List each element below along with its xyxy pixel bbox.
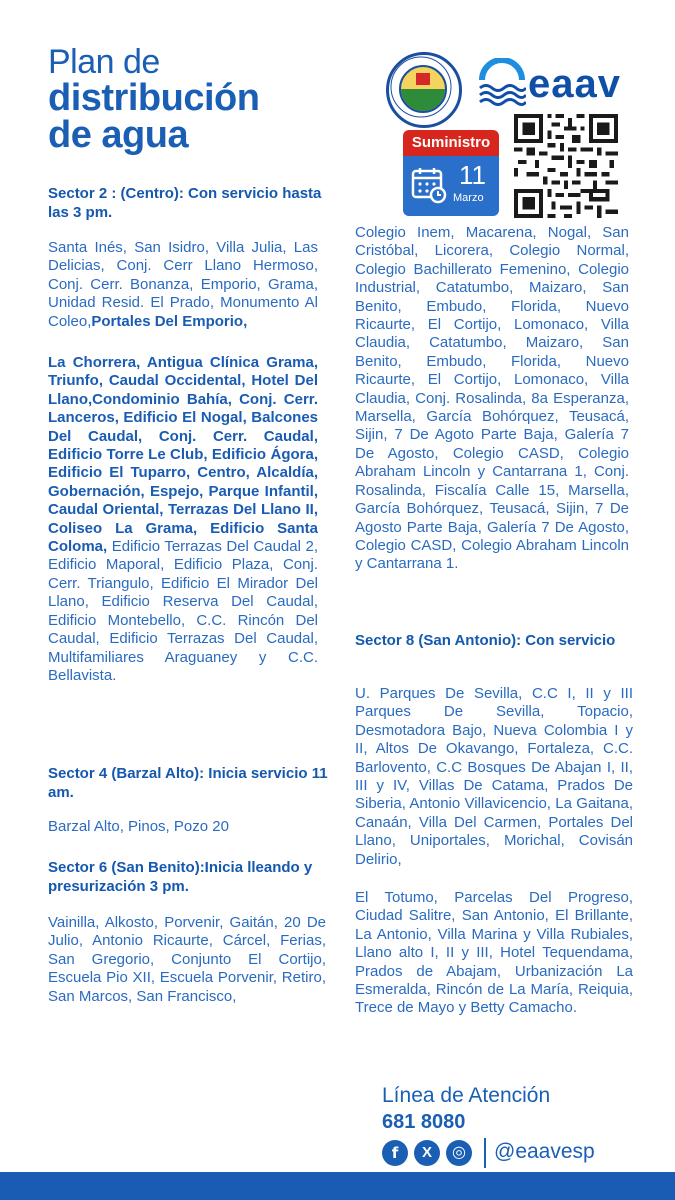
calendar-clock-icon: [411, 166, 447, 204]
badge-label: Suministro: [403, 130, 499, 156]
seal-shield-icon: [399, 65, 447, 113]
sector-8-list-part-2: El Totumo, Parcelas Del Progreso, Ciudad Salitre, San Antonio, El Brillante, La Antonio, Villa Marina y Villa Rubiales, Llano alto I, II y III, Hotel Tequendama, Prados de Abajam, Urbanización La Esmeralda, Rincón de La María, Reiquia, Trece de Mayo y Betty Camacho.: [355, 889, 633, 1017]
sector-2-text: Santa Inés, San Isidro, Villa Julia, Las Delicias, Conj. Cerr Llano Hermoso, Conj. Cerr. Bonanza, Emporio, Grama, Unidad Resid. El Prado, Monumento Al Coleo,: [48, 239, 318, 330]
sector-8-heading: Sector 8 (San Antonio): Con servicio: [355, 632, 616, 649]
social-divider: [484, 1138, 486, 1168]
sector-2-list-part-1: [48, 239, 318, 331]
title-line-3: de agua: [48, 114, 189, 156]
eaav-wordmark: eaav: [528, 62, 621, 106]
sector-6-heading: Sector 6 (San Benito):Inicia lleando y presurización 3 pm.: [48, 859, 313, 895]
title-line-1: Plan de: [48, 43, 160, 81]
contact-phone-number[interactable]: 681 8080: [382, 1111, 466, 1133]
eaav-logo: [478, 58, 648, 110]
water-waves-icon: [478, 58, 526, 106]
sector-4-heading: Sector 4 (Barzal Alto): Inicia servicio 11 am.: [48, 765, 328, 801]
footer-bar: [0, 1172, 675, 1200]
facebook-icon[interactable]: f: [382, 1140, 408, 1166]
x-twitter-icon[interactable]: X: [414, 1140, 440, 1166]
sector-6-list: Vainilla, Alkosto, Porvenir, Gaitán, 20 De Julio, Antonio Ricaurte, Cárcel, Ferias, San Gregorio, Conjunto El Cortijo, Escuela Pio XII, Escuela Porvenir, Retiro, San Marcos, San Francisco,: [48, 914, 326, 1005]
sector-2-list-part-2: [48, 354, 318, 685]
supply-date-badge: [403, 130, 499, 216]
sector-2-heading: Sector 2 : (Centro): Con servicio hasta las 3 pm.: [48, 185, 322, 221]
contact-line-label: Línea de Atención: [382, 1084, 551, 1107]
sector-2-bold-list: La Chorrera, Antigua Clínica Grama, Triunfo, Caudal Occidental, Hotel Del Llano,Condominio Bahía, Conj. Cerr. Lanceros, Edificio El Nogal, Balcones Del Caudal, Conj. Cerr. Caudal, Edificio Torre Le Club, Edificio Ágora, Edificio El Tuparro, Centro, Alcaldía, Gobernación, Espejo, Parque Infantil, Caudal Oriental, Terrazas Del Llano II, Coliseo La Grama, Edificio Santa Coloma,: [48, 354, 318, 556]
instagram-icon[interactable]: ◎: [446, 1140, 472, 1166]
sector-2-bold-text: Portales Del Emporio,: [91, 312, 248, 330]
badge-month: Marzo: [453, 192, 484, 204]
badge-day: 11: [459, 160, 486, 190]
title-line-2: distribución: [48, 77, 260, 119]
alcaldia-seal-logo: [386, 52, 462, 128]
social-handle[interactable]: @eaavesp: [494, 1140, 595, 1163]
sector-6-list-continued: Colegio Inem, Macarena, Nogal, San Cristóbal, Licorera, Colegio Normal, Colegio Bachillerato Femenino, Colegio Industrial, Catatumbo, Maizaro, San Benito, Embudo, Florida, Nuevo Ricaurte, El Cortijo, Lomonaco, Villa Claudia, Catatumbo, Maizaro, San Benito, Embudo, Florida, Nuevo Ricaurte, El Cortijo, Lomonaco, Villa Claudia, Conj. Rosalinda, 8a Esperanza, Marsella, García Bohórquez, Teusacá, Sijin, 7 De Agoto Parte Baja, Galería 7 De Agosto, Colegio CASD, Colegio Abraham Lincoln y Cantarrana 1, Conj. Rosalinda, Fiscalía Calle 15, Marsella, García Bohórquez, Teusacá, Sijin, 7 De Agosto Parte Baja, Galería 7 De Agosto, Colegio CASD, Colegio Abraham Lincoln y Cantarrana 1.: [355, 224, 629, 573]
sector-4-list: Barzal Alto, Pinos, Pozo 20: [48, 818, 229, 835]
qr-code[interactable]: [514, 114, 618, 218]
sector-8-list-part-1: U. Parques De Sevilla, C.C I, II y III Parques De Sevilla, Topacio, Desmotadora Bajo, Nueva Colombia I y II, Altos De Okavango, Fortaleza, C.C. Barlovento, C.C Bosques De Abajan I, II, III y IV, Villas De Catama, Prados De Siberia, Antonio Villavicencio, La Gaitana, Canaán, Villa Del Carmen, Portales Del Llano, Uniportales, Morichal, Covisán Delirio,: [355, 685, 633, 868]
sector-2-regular-list: Edificio Terrazas Del Caudal 2, Edificio Maporal, Edificio Plaza, Conj. Cerr. Triangulo, Edificio El Mirador Del Llano, Edificio Reserva Del Caudal, Edificio Montebello, C.C. Rincón Del Caudal, Edificio Terrazas Del Caudal, Multifamiliares Araguaney y C.C. Bellavista.: [48, 538, 318, 684]
